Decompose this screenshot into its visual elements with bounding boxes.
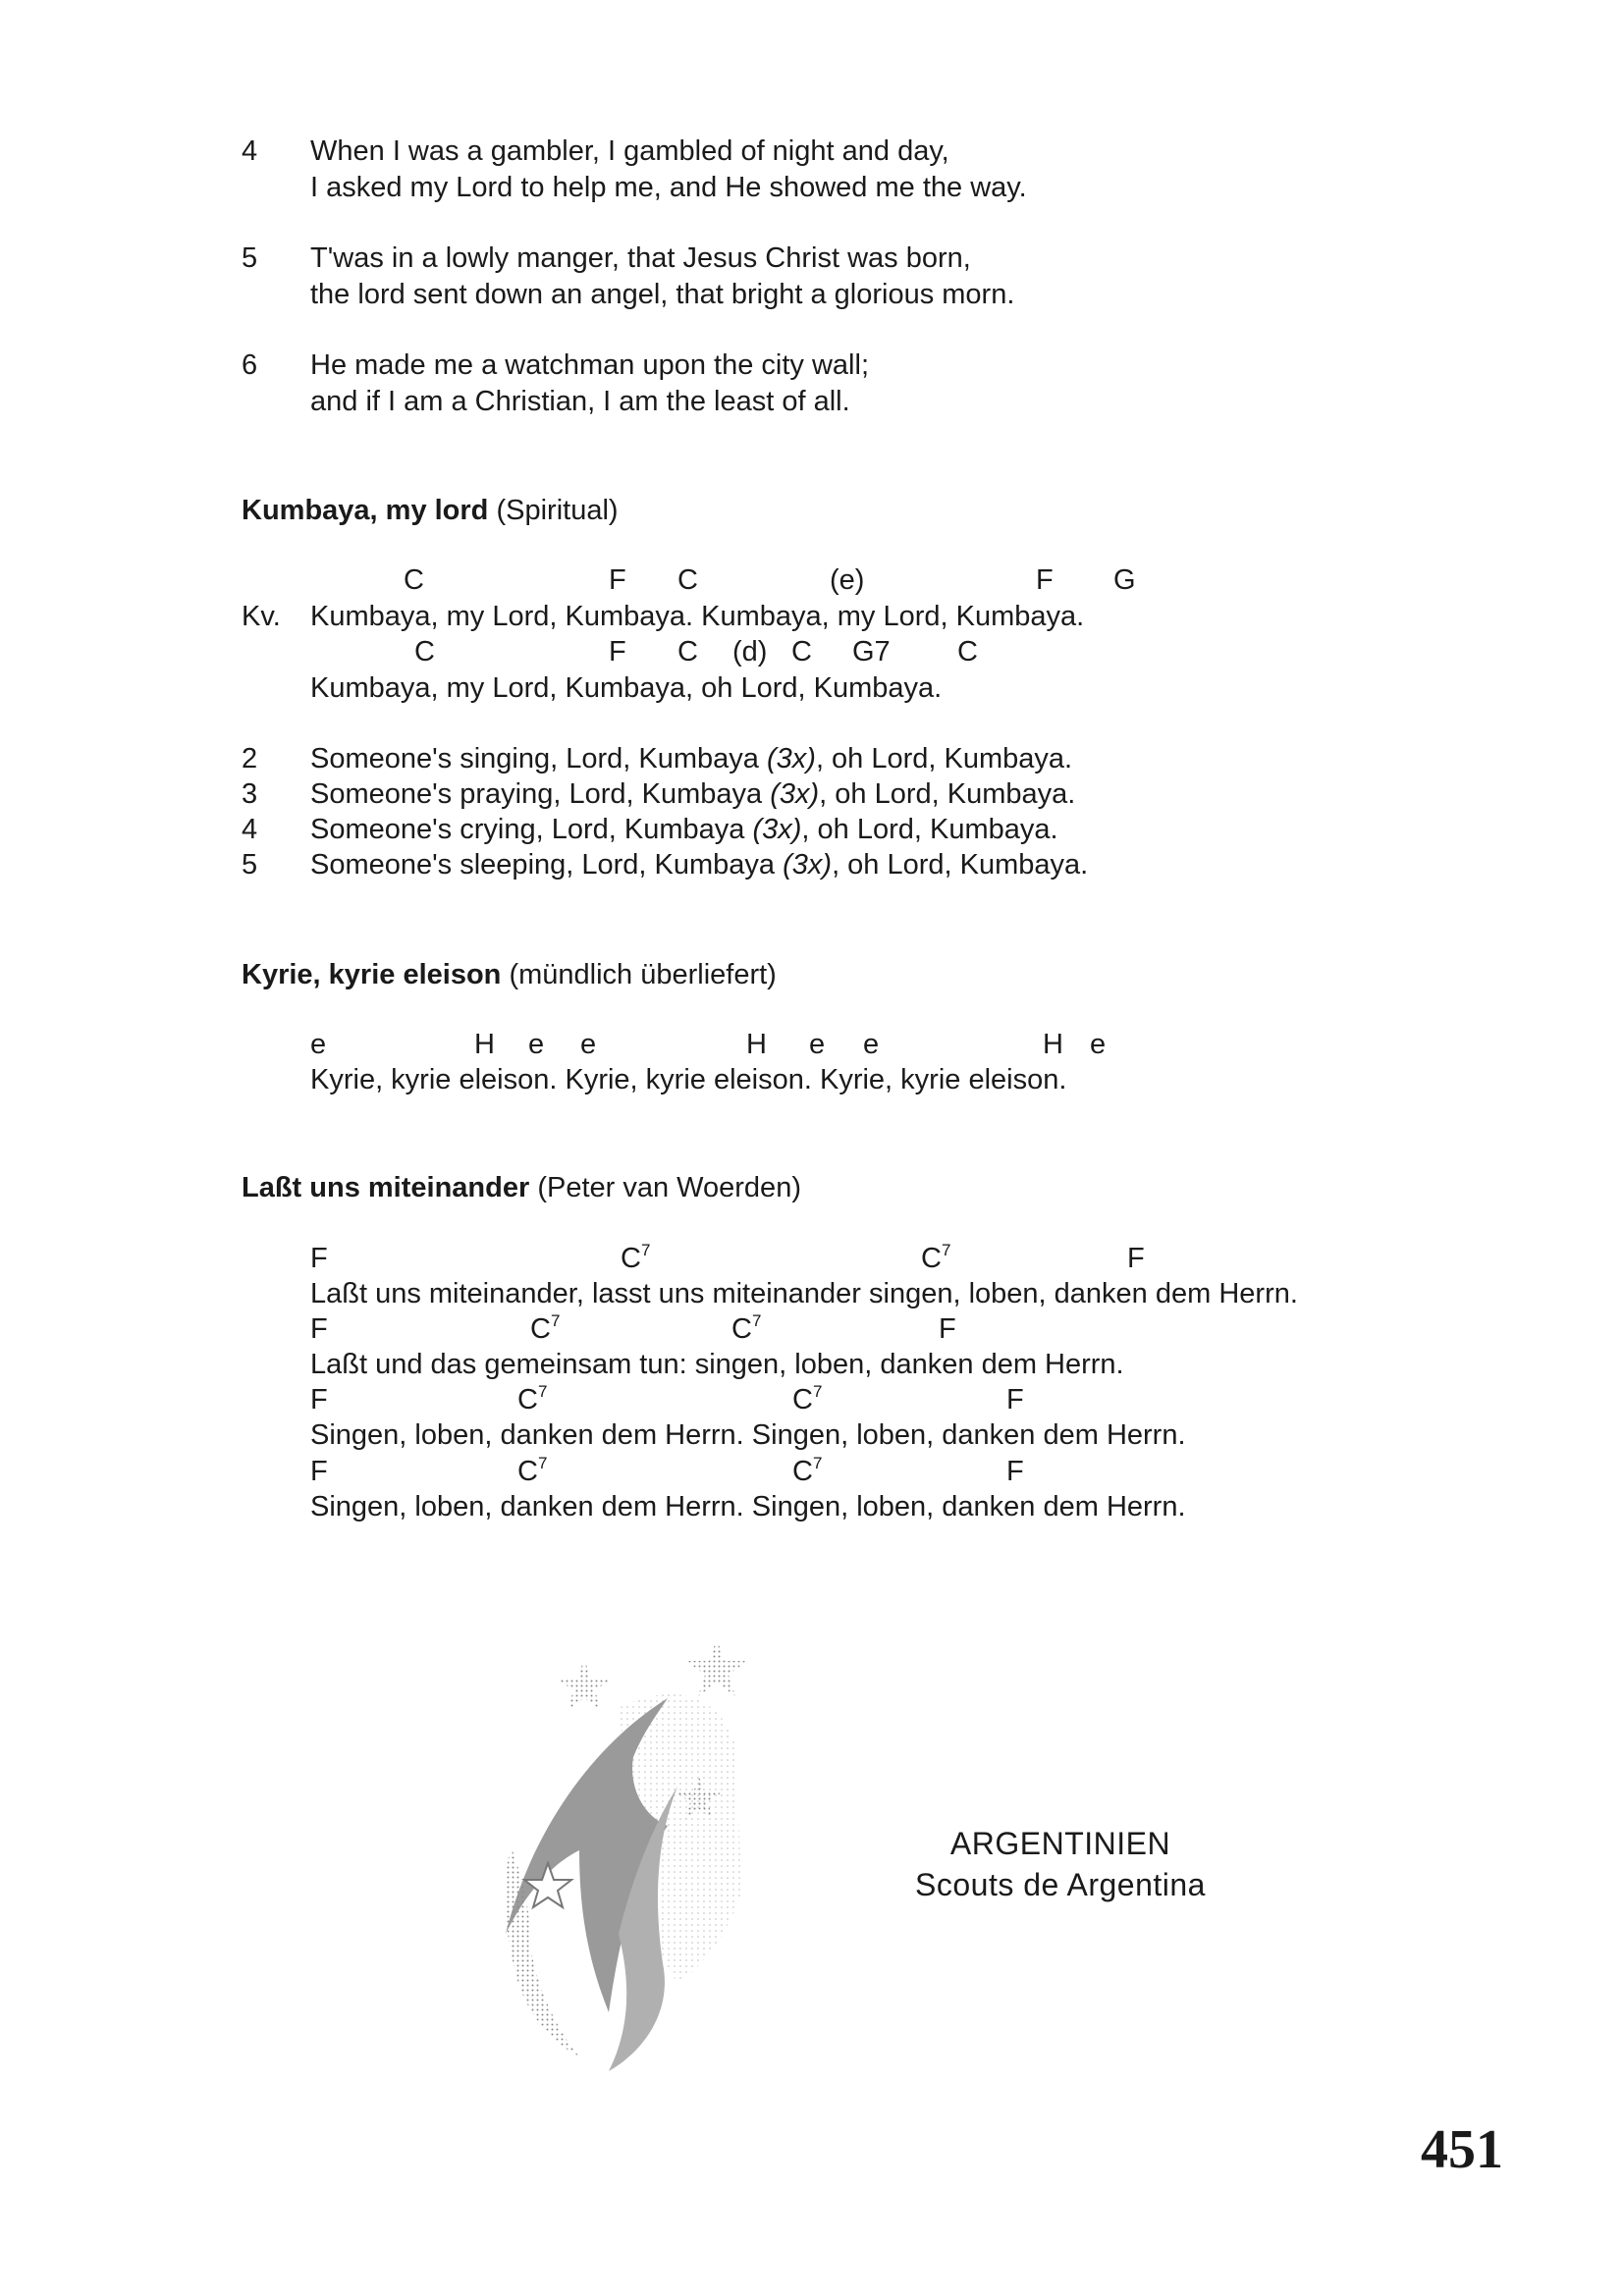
verse-number: 4 bbox=[242, 135, 258, 167]
chord: F bbox=[1006, 1384, 1024, 1415]
chord: F bbox=[310, 1384, 328, 1415]
chord: e bbox=[863, 1029, 880, 1060]
chord: $C^7$ bbox=[517, 1382, 548, 1415]
verse-line: and if I am a Christian, I am the least of all. bbox=[310, 386, 850, 417]
lyric-line: Laßt uns miteinander, lasst uns miteinander singen, loben, danken dem Herrn. bbox=[310, 1278, 1298, 1309]
page-number: 451 bbox=[1421, 2119, 1503, 2180]
song-source: (mündlich überliefert) bbox=[509, 959, 777, 990]
verse-line: When I was a gambler, I gambled of night and day, bbox=[310, 135, 949, 167]
verse-line: T'was in a lowly manger, that Jesus Christ was born, bbox=[310, 242, 971, 274]
verse-line: Someone's praying, Lord, Kumbaya (3x), oh Lord, Kumbaya. bbox=[310, 778, 1076, 810]
lyric-line: Kyrie, kyrie eleison. Kyrie, kyrie eleison. Kyrie, kyrie eleison. bbox=[310, 1064, 1067, 1095]
chord: (e) bbox=[830, 564, 865, 596]
chord: $C^7$ bbox=[792, 1382, 823, 1415]
chord: F bbox=[939, 1313, 956, 1345]
chord: $C^7$ bbox=[621, 1241, 651, 1274]
verse-number: 4 bbox=[242, 814, 258, 845]
refrain-label: Kv. bbox=[242, 601, 281, 632]
chord: C bbox=[677, 636, 698, 667]
chord: C bbox=[791, 636, 812, 667]
verse-number: 5 bbox=[242, 242, 258, 274]
star-icon bbox=[557, 1659, 612, 1710]
organization-name: Scouts de Argentina bbox=[915, 1867, 1206, 1902]
verse-number: 6 bbox=[242, 349, 258, 381]
chord: $C^7$ bbox=[921, 1241, 951, 1274]
song-title-lasst bbox=[242, 1170, 801, 1205]
chord: G7 bbox=[852, 636, 891, 667]
verse-line: the lord sent down an angel, that bright a glorious morn. bbox=[310, 279, 1015, 310]
chord: e bbox=[580, 1029, 597, 1060]
verse-line: Someone's crying, Lord, Kumbaya (3x), oh Lord, Kumbaya. bbox=[310, 814, 1058, 845]
song-source: (Peter van Woerden) bbox=[537, 1172, 801, 1203]
chord: F bbox=[310, 1456, 328, 1487]
song-title: Kyrie, kyrie eleison bbox=[242, 959, 502, 990]
verse-line: I asked my Lord to help me, and He showed me the way. bbox=[310, 172, 1027, 203]
chord: C bbox=[957, 636, 978, 667]
chord: $C^7$ bbox=[530, 1311, 561, 1345]
verse-line: Someone's sleeping, Lord, Kumbaya (3x), oh Lord, Kumbaya. bbox=[310, 849, 1089, 881]
lyric-line: Kumbaya, my Lord, Kumbaya, oh Lord, Kumbaya. bbox=[310, 672, 943, 704]
chord: H bbox=[746, 1029, 767, 1060]
chord: F bbox=[609, 636, 626, 667]
chord: F bbox=[310, 1313, 328, 1345]
song-title-kumbaya bbox=[242, 493, 619, 528]
verse-number: 5 bbox=[242, 849, 258, 881]
chord: e bbox=[528, 1029, 545, 1060]
lyric-line: Singen, loben, danken dem Herrn. Singen, loben, danken dem Herrn. bbox=[310, 1419, 1186, 1451]
chord: e bbox=[310, 1029, 327, 1060]
chord: $C^7$ bbox=[517, 1454, 548, 1487]
chord: C bbox=[677, 564, 698, 596]
chord: e bbox=[1090, 1029, 1107, 1060]
song-title-kyrie bbox=[242, 957, 777, 992]
chord: $C^7$ bbox=[792, 1454, 823, 1487]
lyric-line: Kumbaya, my Lord, Kumbaya. Kumbaya, my Lord, Kumbaya. bbox=[310, 601, 1085, 632]
chord: F bbox=[1127, 1243, 1145, 1274]
verse-number: 2 bbox=[242, 743, 258, 774]
chord: e bbox=[809, 1029, 826, 1060]
lyric-line: Singen, loben, danken dem Herrn. Singen, loben, danken dem Herrn. bbox=[310, 1491, 1186, 1522]
chord: H bbox=[474, 1029, 495, 1060]
chord: F bbox=[1006, 1456, 1024, 1487]
star-icon bbox=[686, 1639, 747, 1696]
chord: (d) bbox=[732, 636, 768, 667]
lyric-line: Laßt und das gemeinsam tun: singen, loben, danken dem Herrn. bbox=[310, 1349, 1124, 1380]
chord: H bbox=[1043, 1029, 1063, 1060]
chord: C bbox=[404, 564, 424, 596]
chord: $C^7$ bbox=[731, 1311, 762, 1345]
organization-country: ARGENTINIEN bbox=[949, 1826, 1171, 1861]
chord: F bbox=[1036, 564, 1054, 596]
chord: F bbox=[310, 1243, 328, 1274]
song-title: Kumbaya, my lord bbox=[242, 495, 489, 526]
song-title: Laßt uns miteinander bbox=[242, 1172, 530, 1203]
verse-line: Someone's singing, Lord, Kumbaya (3x), oh Lord, Kumbaya. bbox=[310, 743, 1073, 774]
scouts-argentina-logo bbox=[471, 1639, 766, 2081]
chord: G bbox=[1113, 564, 1136, 596]
chord: C bbox=[414, 636, 435, 667]
chord: F bbox=[609, 564, 626, 596]
verse-line: He made me a watchman upon the city wall; bbox=[310, 349, 869, 381]
song-source: (Spiritual) bbox=[496, 495, 619, 526]
verse-number: 3 bbox=[242, 778, 258, 810]
